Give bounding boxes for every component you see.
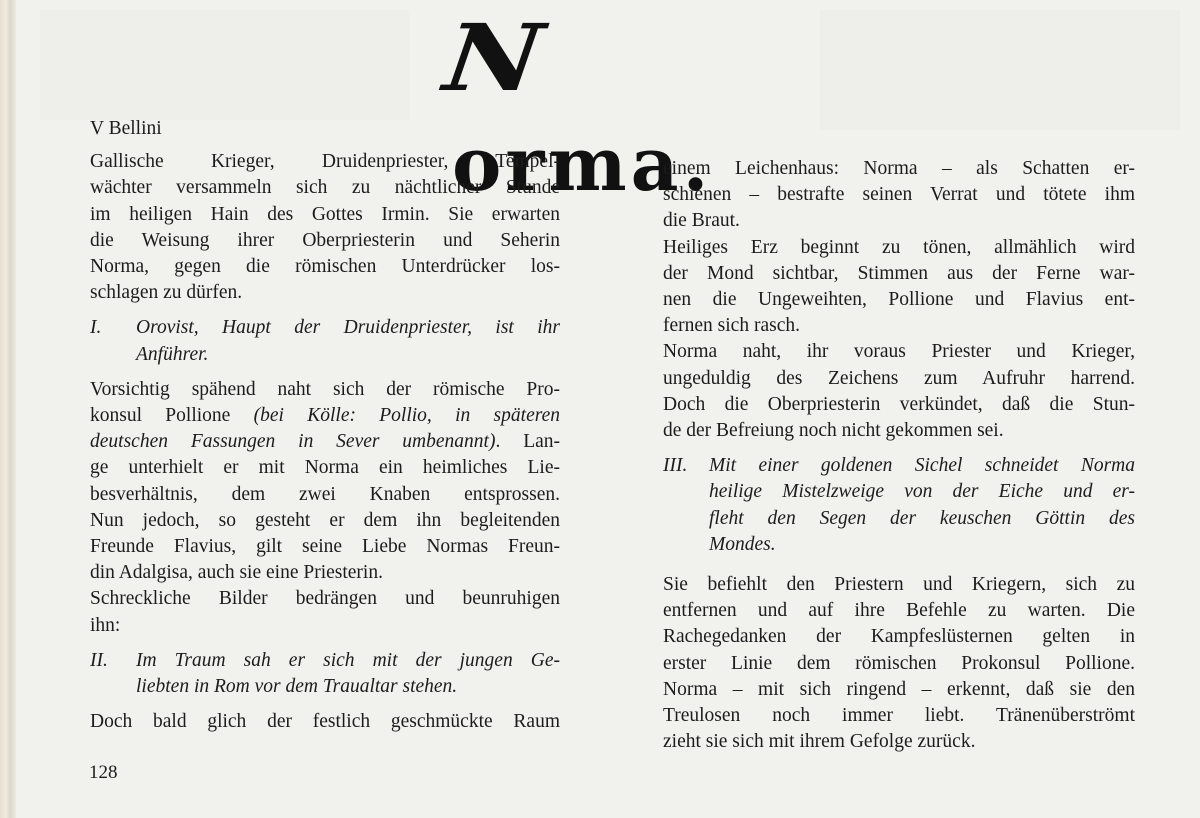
paragraph-leichenhaus [663, 156, 1135, 235]
scene-note-2 [90, 648, 560, 700]
text-line: schlagen zu dürfen. [90, 282, 243, 304]
text-line [90, 403, 560, 429]
text-line: Nun jedoch, so gesteht er dem ihn begleitenden [90, 509, 560, 531]
text-line: die Weisung ihrer Oberpriesterin und Seherin [90, 229, 560, 251]
text-line: heilige Mistelzweige von der Eiche und er- [709, 481, 1135, 503]
paragraph-raum [90, 709, 560, 735]
text-line: liebten in Rom vor dem Traualtar stehen. [136, 676, 458, 698]
text-line: schienen – bestrafte seinen Verrat und tötete ihm [663, 184, 1135, 206]
scene-numeral: III. [663, 455, 688, 477]
text-plain: . Lan- [495, 431, 560, 453]
text-italic: deutschen Fassungen in Sever umbenannt) [90, 431, 496, 453]
text-line: Treulosen noch immer liebt. Tränenüberströmt [663, 705, 1135, 727]
text-line: einem Leichenhaus: Norma – als Schatten er- [663, 158, 1135, 179]
text-line: Rachegedanken der Kampfeslüsternen gelten in [663, 626, 1135, 648]
scene-note-1 [90, 315, 560, 367]
show-through-shadow [820, 10, 1180, 130]
text-line: de der Befreiung noch nicht gekommen sei. [663, 420, 1004, 442]
text-line: Mondes. [709, 533, 776, 555]
book-spine-edge [0, 0, 16, 818]
text-line: ihn: [90, 614, 121, 636]
page-number: 128 [89, 762, 118, 783]
text-line: Doch bald glich der festlich geschmückte Raum [90, 711, 560, 733]
paragraph-pollione [90, 377, 560, 587]
text-line: Heiliges Erz beginnt zu tönen, allmählich wird [663, 236, 1135, 258]
left-column [90, 116, 560, 735]
text-line: im heiligen Hain des Gottes Irmin. Sie erwarten [90, 203, 560, 225]
paragraph-norma-naht [663, 339, 1135, 444]
right-column [663, 156, 1135, 755]
page-title [438, 4, 782, 208]
text-line: ge unterhielt er mit Norma ein heimliches Lie- [90, 457, 560, 479]
text-line: Gallische Krieger, Druidenpriester, Tempel- [90, 151, 560, 173]
text-line: fleht den Segen der keuschen Göttin des [709, 507, 1135, 529]
show-through-shadow [40, 10, 410, 120]
title-rest: orma. [452, 122, 713, 208]
text-line: nen die Ungeweihten, Pollione und Flavius ent- [663, 289, 1135, 311]
text-line: Im Traum sah er sich mit der jungen Ge- [136, 649, 560, 671]
title-initial: N [438, 4, 554, 112]
text-italic: (bei Kölle: Pollio, in späteren [253, 405, 560, 427]
composer: V Bellini [90, 118, 162, 139]
intro-paragraph [90, 149, 560, 306]
text-line: wächter versammeln sich zu nächtlicher Stunde [90, 177, 560, 199]
paragraph-bilder [90, 586, 560, 638]
text-line: erster Linie dem römischen Prokonsul Pollione. [663, 652, 1135, 674]
text-line: Vorsichtig spähend naht sich der römische Pro- [90, 378, 560, 400]
text-line: Norma naht, ihr voraus Priester und Krieger, [663, 341, 1135, 363]
text-line: die Braut. [663, 210, 740, 232]
text-line: besverhältnis, dem zwei Knaben entsprossen. [90, 483, 560, 505]
text-line: zieht sie sich mit ihrem Gefolge zurück. [663, 731, 976, 753]
text-line: din Adalgisa, auch sie eine Priesterin. [90, 562, 383, 584]
text-line: fernen sich rasch. [663, 315, 800, 337]
scene-numeral: II. [90, 649, 108, 671]
text-line: Anführer. [136, 343, 209, 365]
text-line: Freunde Flavius, gilt seine Liebe Normas Freun- [90, 536, 560, 558]
text-plain: konsul Pollione [90, 405, 254, 427]
text-line [90, 429, 560, 455]
text-line: Schreckliche Bilder bedrängen und beunruhigen [90, 588, 560, 610]
text-line: Doch die Oberpriesterin verkündet, daß die Stun- [663, 393, 1135, 415]
scene-note-3 [663, 453, 1135, 558]
scene-numeral: I. [90, 317, 102, 339]
paragraph-befiehlt [663, 572, 1135, 755]
text-line: Norma – mit sich ringend – erkennt, daß sie den [663, 678, 1135, 700]
text-line: Mit einer goldenen Sichel schneidet Norma [709, 455, 1135, 477]
text-line: Orovist, Haupt der Druidenpriester, ist ihr [136, 317, 560, 339]
text-line: entfernen und auf ihre Befehle zu warten. Die [663, 600, 1135, 622]
text-line: ungeduldig des Zeichens zum Aufruhr harrend. [663, 367, 1135, 389]
text-line: Norma, gegen die römischen Unterdrücker los- [90, 256, 560, 278]
paragraph-erz [663, 235, 1135, 340]
text-line: Sie befiehlt den Priestern und Kriegern, sich zu [663, 574, 1135, 596]
text-line: der Mond sichtbar, Stimmen aus der Ferne war- [663, 262, 1135, 284]
